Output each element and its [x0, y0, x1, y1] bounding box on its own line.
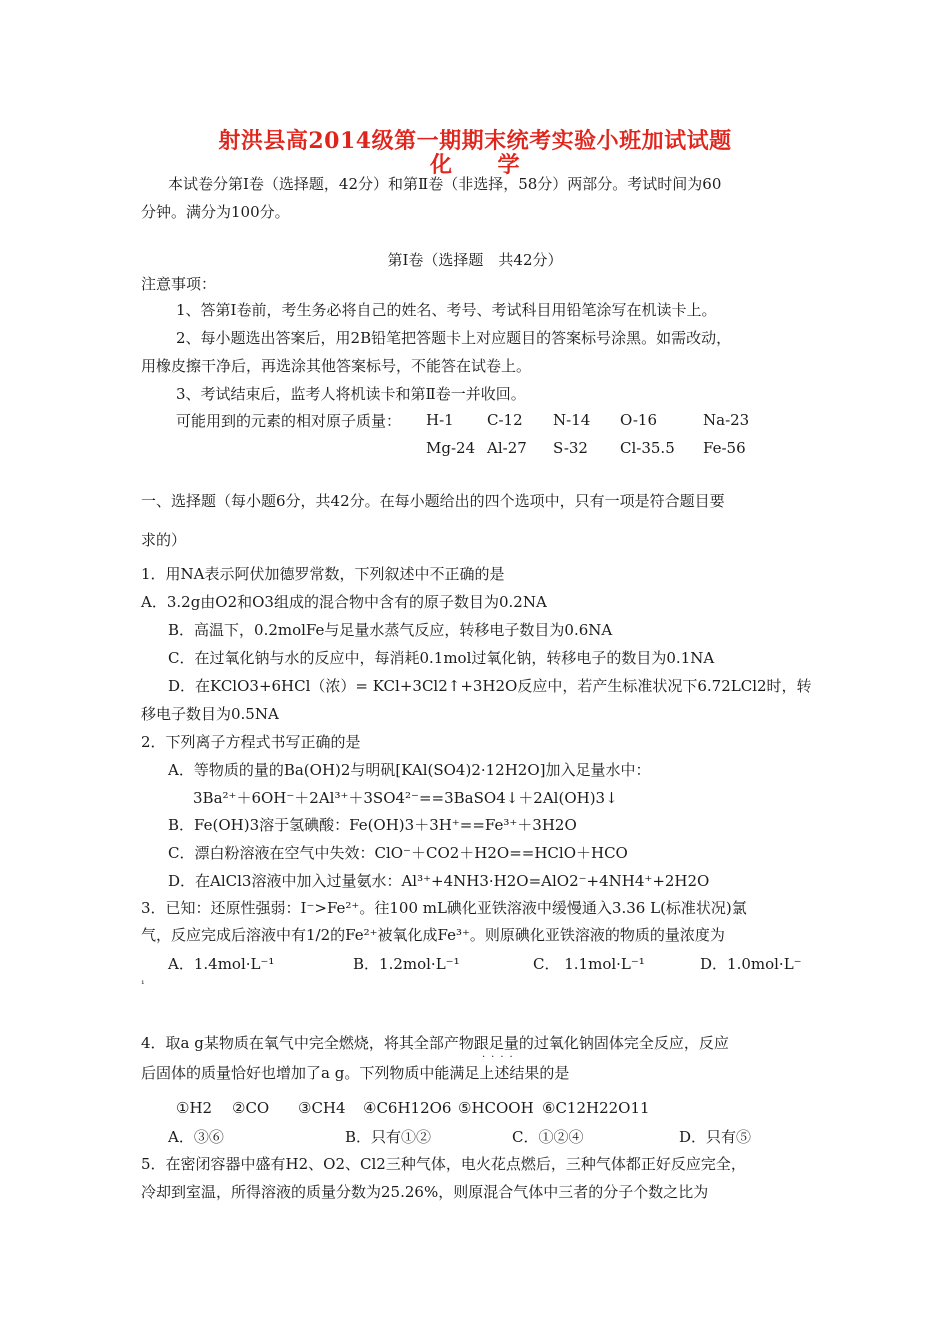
q4-item-1: ①H2 — [176, 1099, 213, 1117]
q1-option-d-2: 移电子数目为0.5NA — [141, 705, 279, 723]
section-1-title: 第Ⅰ卷（选择题 共42分） — [387, 251, 563, 269]
mass-fe: Fe-56 — [703, 439, 746, 457]
exam-title: 射洪县高2014级第一期期末统考实验小班加试试题 — [218, 128, 732, 154]
q4-emphasis-dots: ···· — [482, 1052, 519, 1063]
q1-option-b: B．高温下，0.2molFe与足量水蒸气反应，转移电子数目为0.6NA — [168, 621, 613, 639]
part-1-heading-2: 求的） — [141, 531, 187, 549]
notes-heading: 注意事项： — [141, 275, 217, 293]
part-1-heading-1: 一、选择题（每小题6分，共42分。在每小题给出的四个选项中，只有一项是符合题目要 — [141, 492, 725, 510]
mass-n: N-14 — [553, 411, 591, 429]
intro-line-2: 分钟。满分为100分。 — [141, 203, 290, 221]
note-2a: 2、每小题选出答案后，用2B铅笔把答题卡上对应题目的答案标号涂黑。如需改动， — [176, 329, 732, 347]
q4-option-c: C．①②④ — [512, 1128, 584, 1146]
q4-option-a: A．③⑥ — [168, 1128, 224, 1146]
q1-option-c: C．在过氧化钠与水的反应中，每消耗0.1mol过氧化钠，转移电子的数目为0.1NA — [168, 649, 715, 667]
mass-o: O-16 — [620, 411, 658, 429]
q4-item-6: ⑥C12H22O11 — [542, 1099, 650, 1117]
q2-option-c: C．漂白粉溶液在空气中失效：ClO⁻＋CO2＋H2O==HClO＋HCO — [168, 844, 628, 862]
mass-mg: Mg-24 — [426, 439, 476, 457]
note-3: 3、考试结束后，监考人将机读卡和第Ⅱ卷一并收回。 — [176, 385, 526, 403]
q2-option-a-2: 3Ba²⁺＋6OH⁻＋2Al³⁺＋3SO4²⁻==3BaSO4↓＋2Al(OH)3↓ — [193, 789, 618, 807]
q1-option-a: A．3.2g由O2和O3组成的混合物中含有的原子数目为0.2NA — [141, 593, 547, 611]
q3-stem-2: 气，反应完成后溶液中有1/2的Fe²⁺被氧化成Fe³⁺。则原碘化亚铁溶液的物质的量浓度为 — [141, 926, 725, 944]
q3-stem-1: 3．已知：还原性强弱：I⁻>Fe²⁺。往100 mL碘化亚铁溶液中缓慢通入3.36 L(标准状况)氯 — [141, 899, 747, 917]
mass-s: S-32 — [553, 439, 588, 457]
q4-stem-2: 后固体的质量恰好也增加了a g。下列物质中能满足上述结果的是 — [141, 1064, 570, 1082]
q1-stem: 1．用NA表示阿伏加德罗常数，下列叙述中不正确的是 — [141, 565, 505, 583]
intro-line-1: 本试卷分第Ⅰ卷（选择题，42分）和第Ⅱ卷（非选择，58分）两部分。考试时间为60 — [168, 175, 722, 193]
note-2b: 用橡皮擦干净后，再选涂其他答案标号，不能答在试卷上。 — [141, 357, 532, 375]
masses-label: 可能用到的元素的相对原子质量： — [176, 412, 402, 430]
q1-option-d-1: D．在KClO3+6HCl（浓）= KCl+3Cl2↑+3H2O反应中，若产生标准状况下6.72LCl2时，转 — [168, 677, 812, 695]
q2-option-b: B．Fe(OH)3溶于氢碘酸：Fe(OH)3＋3H⁺==Fe³⁺＋3H2O — [168, 816, 577, 834]
subject-title: 化 学 — [429, 152, 520, 178]
mass-al: Al-27 — [487, 439, 527, 457]
q3-option-a: A．1.4mol·L⁻¹ — [168, 955, 275, 973]
q5-stem-1: 5．在密闭容器中盛有H2、O2、Cl2三种气体，电火花点燃后，三种气体都正好反应完全， — [141, 1155, 746, 1173]
q4-item-4: ④C6H12O6 — [363, 1099, 452, 1117]
q3-option-d-wrap: ¹ — [141, 980, 145, 990]
q3-option-b: B．1.2mol·L⁻¹ — [353, 955, 460, 973]
q4-item-5: ⑤HCOOH — [458, 1099, 534, 1117]
mass-c: C-12 — [487, 411, 523, 429]
q2-stem: 2．下列离子方程式书写正确的是 — [141, 733, 361, 751]
note-1: 1、答第Ⅰ卷前，考生务必将自己的姓名、考号、考试科目用铅笔涂写在机读卡上。 — [176, 301, 717, 319]
q2-option-a-1: A．等物质的量的Ba(OH)2与明矾[KAl(SO4)2·12H2O]加入足量水中： — [168, 761, 651, 779]
q4-option-d: D．只有⑤ — [679, 1128, 752, 1146]
mass-cl: Cl-35.5 — [620, 439, 675, 457]
q4-stem-1: 4．取a g某物质在氧气中完全燃烧，将其全部产物跟足量的过氧化钠固体完全反应，反应 — [141, 1034, 729, 1052]
q4-item-3: ③CH4 — [298, 1099, 346, 1117]
q4-option-b: B．只有①② — [345, 1128, 432, 1146]
mass-h: H-1 — [426, 411, 454, 429]
q3-option-d: D．1.0mol·L⁻ — [700, 955, 802, 973]
q4-item-2: ②CO — [232, 1099, 270, 1117]
q2-option-d: D．在AlCl3溶液中加入过量氨水：Al³⁺+4NH3·H2O=AlO2⁻+4NH4⁺+2H2O — [168, 872, 710, 890]
q5-stem-2: 冷却到室温，所得溶液的质量分数为25.26%，则原混合气体中三者的分子个数之比为 — [141, 1183, 709, 1201]
q3-option-c: C． 1.1mol·L⁻¹ — [533, 955, 645, 973]
mass-na: Na-23 — [703, 411, 750, 429]
